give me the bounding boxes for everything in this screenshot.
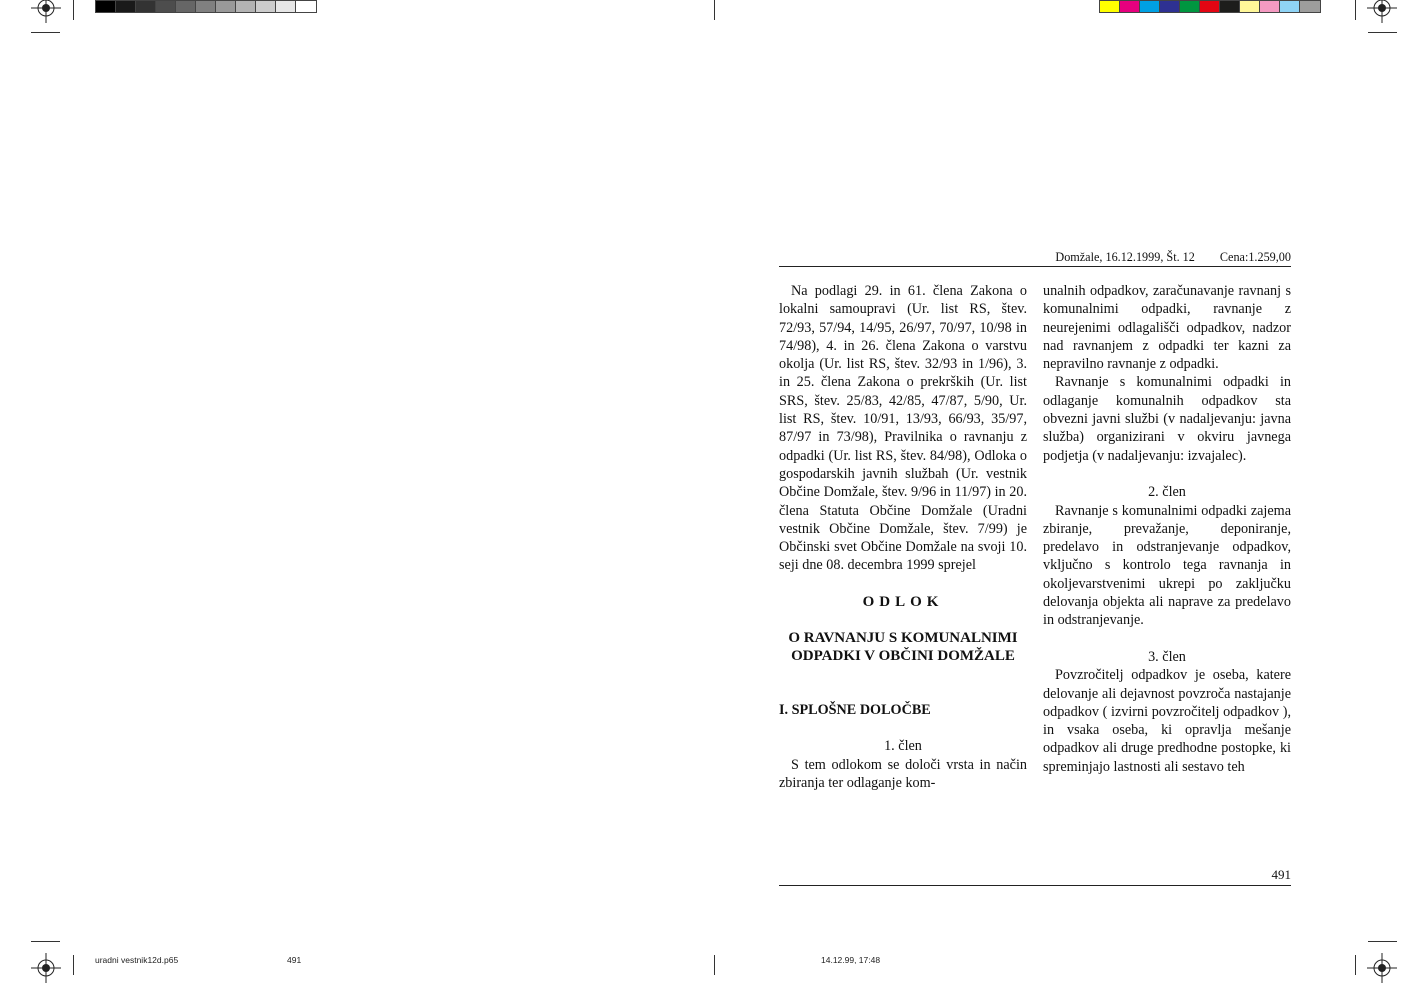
crop-mark xyxy=(31,32,60,33)
calibration-swatch xyxy=(1220,1,1240,12)
calibration-swatch xyxy=(1120,1,1140,12)
registration-mark-icon xyxy=(1367,953,1397,983)
calibration-swatch xyxy=(1300,1,1320,12)
article-1-paragraph-2: Ravnanje s komunalnimi odpadki in odlaganje komunalnih odpadkov sta obvezni javni službi (v nadaljevanju: javna služba) organizirani v okviru javnega podjetja (v nadaljevanju: izvajalec). xyxy=(1043,374,1291,464)
registration-mark-icon xyxy=(31,0,61,23)
crop-mark xyxy=(1368,32,1397,33)
slug-filename: uradni vestnik12d.p65 xyxy=(95,955,179,965)
calibration-swatch xyxy=(216,1,236,12)
registration-mark-icon xyxy=(1367,0,1397,23)
crop-mark xyxy=(73,955,74,975)
page-number: 491 xyxy=(1271,867,1291,882)
crop-mark xyxy=(31,941,60,942)
calibration-swatch xyxy=(1240,1,1260,12)
crop-mark xyxy=(714,0,715,20)
calibration-swatch xyxy=(136,1,156,12)
calibration-swatch xyxy=(176,1,196,12)
article-3-heading: 3. člen xyxy=(1148,648,1186,665)
calibration-swatch xyxy=(156,1,176,12)
calibration-swatch xyxy=(1100,1,1120,12)
calibration-swatch xyxy=(1160,1,1180,12)
footer-rule xyxy=(779,885,1291,886)
calibration-swatch xyxy=(116,1,136,12)
calibration-swatch xyxy=(1200,1,1220,12)
calibration-swatch xyxy=(1260,1,1280,12)
color-calibration-bar xyxy=(1099,0,1321,13)
crop-mark xyxy=(1368,941,1397,942)
article-2-text: Ravnanje s komunalnimi odpadki zajema zbiranje, prevažanje, deponiranje, predelavo in odstranjevanje odpadkov, vključno s kontrolo tega ravnanja in okoljevarstvenimi ukrepi po zaključku delovanja objekta ali naprave za predelavo in odstranjevanje. xyxy=(1043,502,1291,629)
left-column xyxy=(779,282,1027,792)
header-rule xyxy=(779,266,1291,267)
article-1-text: S tem odlokom se določi vrsta in način zbiranja ter odlaganje kom- xyxy=(779,756,1027,791)
right-column xyxy=(1043,282,1291,776)
crop-mark xyxy=(714,955,715,975)
grayscale-calibration-bar xyxy=(95,0,317,13)
crop-mark xyxy=(73,0,74,20)
article-1-continued: unalnih odpadkov, zaračunavanje ravnanj s komunalnimi odpadki, ravnanje z neurejenimi odlagališči odpadkov, nadzor nad ravnanjem z odpadki ter kazni za nepravilno ravnanje z odpadki. xyxy=(1043,283,1291,373)
slug-timestamp: 14.12.99, 17:48 xyxy=(821,955,881,965)
calibration-swatch xyxy=(1180,1,1200,12)
document-title: ODLOK xyxy=(862,593,944,610)
section-heading: I. SPLOŠNE DOLOČBE xyxy=(779,701,931,718)
slug-page: 491 xyxy=(287,955,302,965)
calibration-swatch xyxy=(236,1,256,12)
document-subtitle: O RAVNANJU S KOMUNALNIMI ODPADKI V OBČINI DOMŽALE xyxy=(788,629,1018,664)
preamble-text: Na podlagi 29. in 61. člena Zakona o lokalni samoupravi (Ur. list RS, štev. 72/93, 57/94, 14/95, 26/97, 70/97, 10/98 in 74/98), 4. in 26. člena Zakona o varstvu okolja (Ur. list RS, štev. 32/93 in 1/96), 3. in 25. člena Zakona o prekrških (Ur. list SRS, štev. 25/83, 42/85, 47/87, 5/90, Ur. list RS, štev. 10/91, 13/93, 66/93, 35/97, 87/97 in 73/98), Pravilnika o ravnanju z odpadki (Ur. list RS, štev. 84/98), Odloka o gospodarskih javnih službah (Ur. vestnik Občine Domžale, štev. 9/96 in 11/97) in 20. člena Statuta Občine Domžale (Uradni vestnik Občine Domžale, štev. 7/99) je Občinski svet Občine Domžale na svoji 10. seji dne 08. decembra 1999 sprejel xyxy=(779,283,1027,574)
calibration-swatch xyxy=(1140,1,1160,12)
calibration-swatch xyxy=(96,1,116,12)
calibration-swatch xyxy=(196,1,216,12)
calibration-swatch xyxy=(276,1,296,12)
article-3-text: Povzročitelj odpadkov je oseba, katere delovanje ali dejavnost povzroča nastajanje odpadkov ( izvirni povzročitelj odpadkov ), in vsaka oseba, ki opravlja mešanje odpadkov ali druge predhodne postopke, ki spreminjajo lastnosti ali sestavo teh xyxy=(1043,667,1291,775)
header-price: Cena:1.259,00 xyxy=(1219,250,1291,264)
header-place-date-issue: Domžale, 16.12.1999, Št. 12 xyxy=(1055,250,1195,264)
calibration-swatch xyxy=(256,1,276,12)
article-2-heading: 2. člen xyxy=(1148,484,1186,501)
calibration-swatch xyxy=(1280,1,1300,12)
crop-mark xyxy=(1355,955,1356,975)
article-1-heading: 1. člen xyxy=(884,738,922,755)
registration-mark-icon xyxy=(31,953,61,983)
calibration-swatch xyxy=(296,1,316,12)
crop-mark xyxy=(1355,0,1356,20)
